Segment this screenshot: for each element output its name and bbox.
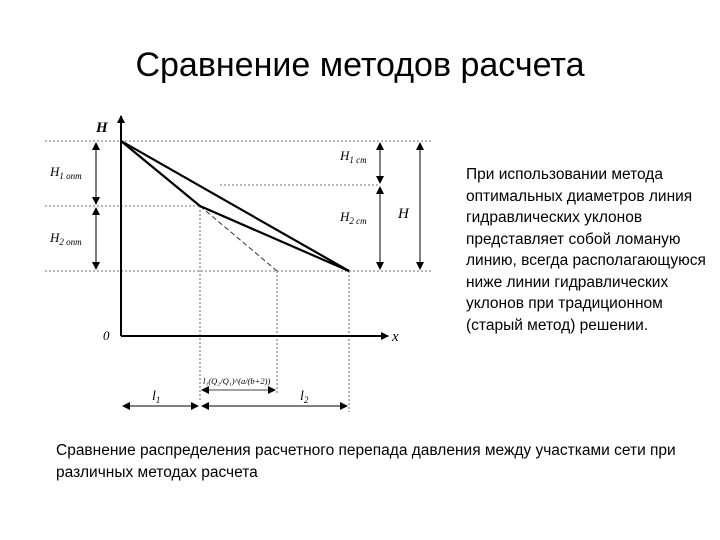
h1-st-label: $H_{1 ст}$ [340,148,367,165]
axis-x-label: x [392,329,399,345]
h1-opt-label: $H_{1 опт}$ [50,164,82,181]
slide-title: Сравнение методов расчета [135,46,585,84]
formula-label: l₁(Q₂/Q₁)^(a/(b+2)) [203,376,271,386]
explanation-text: При использовании метода оптимальных диаметров линия гидравлических уклонов представляет собой ломаную линию, всегда располагающуюся ниже линии гидравлических уклонов при традиционном (старый метод) решении. [466,166,706,334]
axis-y-label: H [96,120,108,136]
l2-label: $l_2$ [300,389,309,405]
standard-gradient-line [121,141,349,271]
h2-st-label: $H_{2 ст}$ [340,209,367,226]
h-total-label: H [398,206,409,222]
origin-label: 0 [103,328,110,343]
h2-opt-label: $H_{2 опт}$ [50,230,82,247]
figure-caption: Сравнение распределения расчетного перепада давления между участками сети при различных методах расчета [56,442,676,481]
l1-label: $l_1$ [152,389,161,405]
projection-dashed-line [200,206,277,271]
